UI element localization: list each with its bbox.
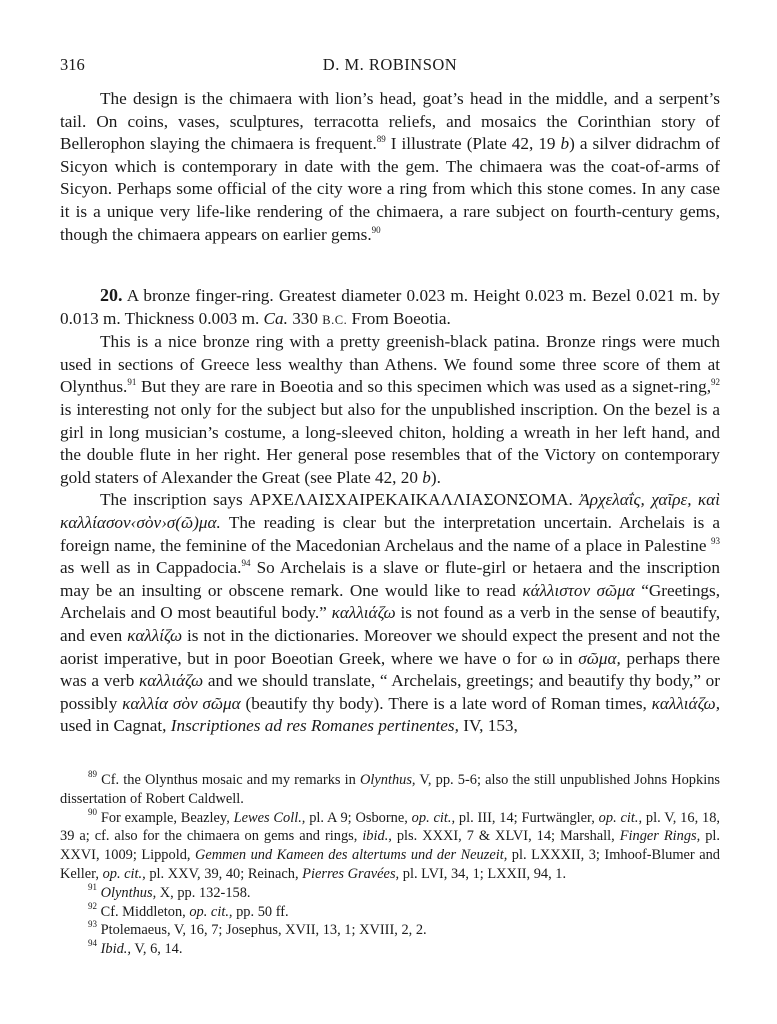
footnote-ref-92[interactable]: 92 [711, 377, 720, 388]
parac-text-10: used in Cagnat, [60, 716, 171, 736]
footnote-italic: op. cit., [102, 865, 146, 882]
section-item-20 [60, 284, 720, 738]
footnote-marker: 92 [88, 900, 97, 911]
footnote-italic: Olynthus, [100, 884, 157, 901]
plate-letter: b [560, 134, 570, 154]
running-title: D. M. ROBINSON [322, 55, 458, 74]
greek-phrase-2: καλλία σὸν σῶμα [122, 693, 241, 713]
greek-word-2: καλλίζω [127, 625, 183, 645]
parab-text-2: But they are rare in Boeotia and so this specimen which was used as a signet-ring, [136, 377, 711, 397]
parac-text-5: is not found as a verb in the sense of beautify, and even [60, 603, 720, 645]
footnote-text: Ptolemaeus, V, 16, 7; Josephus, XVII, 13, 1; XVIII, 2, 2. [97, 922, 427, 939]
footnote-text: pls. XXXI, 7 & XLVI, 14; Marshall, [391, 828, 620, 845]
parac-text-7: perhaps there was a verb [60, 648, 720, 691]
footnote-italic: Gemmen und Kameen des altertums und der Neuzeit, [194, 847, 508, 864]
parac-text-2: as well as in Cappadocia. [60, 558, 242, 578]
footnote-ref-89[interactable]: 89 [376, 134, 386, 145]
footnote-text: pp. 50 ff. [232, 903, 289, 920]
footnote-text: pl. LVI, 34, 1; LXXII, 94, 1. [399, 865, 567, 882]
footnote-ref-91[interactable]: 91 [127, 377, 137, 388]
footnote-italic: Pierres Gravées, [302, 865, 400, 882]
footnote-ref-90[interactable]: 90 [371, 224, 381, 235]
footnote-94 [60, 940, 720, 959]
bc-abbrev: B.C. [322, 312, 348, 327]
parab-text-4: ). [430, 467, 441, 487]
greek-word-4: καλλιάζω [139, 671, 204, 691]
parab-text-1: This is a nice bronze ring with a pretty greenish-black patina. Bronze rings were much used in sections of Greece less wealthy than Athens. We found some three score of them at Olynthus. [60, 332, 720, 397]
greek-word-5: καλλιάζω, [651, 693, 720, 713]
footnote-italic: Finger Rings, [619, 828, 701, 845]
date-value: 330 [287, 308, 323, 328]
footnote-italic: Ibid., [100, 941, 131, 958]
footnote-text: V, pp. 5-6; also the still unpublished Johns Hopkins dissertation of Robert Caldwell. [60, 772, 720, 807]
footnote-text: pl. XXVI, 1009; Lippold, [60, 828, 720, 864]
page-number: 316 [60, 55, 85, 74]
para1-text-2: I illustrate (Plate 42, 19 [385, 134, 561, 154]
greek-phrase-1: κάλλιστον σῶμα [522, 580, 635, 600]
footnote-text: pl. III, 14; Furtwängler, [455, 809, 599, 826]
footnote-italic: Lewes Coll., [233, 809, 306, 826]
footnote-italic: op. cit., [598, 809, 643, 826]
cited-work-title: Inscriptiones ad res Romanes pertinentes, [170, 716, 459, 736]
footnote-text: Cf. Middleton, [97, 903, 190, 920]
greek-word-3: σῶμα, [578, 648, 621, 668]
footnote-italic: ibid., [362, 828, 392, 845]
footnote-italic: op. cit., [411, 809, 456, 826]
footnote-marker: 89 [88, 769, 97, 779]
footnote-italic: Olynthus, [359, 772, 416, 788]
footnote-text: X, pp. 132-158. [156, 884, 251, 901]
parac-text-3: So Archelais is a slave or flute-girl or hetaera and the inscription may be an insulting or obscene remark. One would like to read [60, 558, 720, 600]
paragraph-chimaera [60, 88, 720, 246]
para1-text-3: ) a silver didrachm of Sicyon which is contemporary in date with the gem. The chimaera was the coat-of-arms of Sicyon. Perhaps some official of the city wore a ring from which this stone comes. In any case it is a unique very life-like rendering of the chimaera, a rare subject on fourth-century gems, though the chimaera appears on earlier gems. [60, 134, 721, 244]
parac-text-1: The reading is clear but the interpretation uncertain. Archelais is a foreign name, the feminine of the Macedonian Archelaus and the name of a place in Palestine [60, 512, 720, 555]
footnote-text: pl. XXV, 39, 40; Reinach, [145, 865, 303, 882]
parab-text-3: is interesting not only for the subject but also for the unpublished inscription. On the bezel is a girl in long musician’s costume, a long-sleeved chiton, holding a wreath in her left hand, and the double flute in her right. Her general pose resembles that of the Victory on contemporary gold staters of Alexander the Great (see Plate 42, 20 [60, 399, 720, 487]
parac-text-9: (beautify thy body). There is a late word of Roman times, [240, 693, 652, 713]
footnote-ref-93[interactable]: 93 [711, 535, 720, 546]
footnote-text: V, 6, 14. [131, 941, 183, 958]
footnote-italic: op. cit., [189, 903, 233, 920]
item-description: A bronze finger-ring. Greatest diameter 0.023 m. Height 0.023 m. Bezel 0.021 m. by 0.013 m. Thickness 0.003 m. [60, 286, 720, 328]
page-header [60, 55, 720, 77]
parac-text-6: is not in the dictionaries. Moreover we should expect the present and not the aorist imperative, but in poor Boeotian Greek, where we have ο for ω in [60, 625, 720, 668]
footnotes [60, 771, 720, 959]
footnote-text: pl. A 9; Osborne, [305, 809, 412, 826]
footnote-marker: 94 [88, 938, 97, 949]
footnote-ref-94[interactable]: 94 [241, 558, 251, 569]
footnote-marker: 93 [88, 919, 97, 930]
footnote-89 [60, 771, 720, 809]
parac-text-4: “Greetings, Archelais and O most beautiful body.” [60, 580, 720, 623]
footnote-text: pl. LXXXII, 3; Imhoof-Blumer and Keller, [60, 847, 720, 882]
plate-letter-2: b [422, 467, 431, 487]
footnote-92 [60, 900, 720, 922]
parac-text-8: and we should translate, “ Archelais, greetings; and beautify thy body,” or possibly [60, 671, 720, 713]
footnote-text: Cf. the Olynthus mosaic and my remarks in [97, 772, 360, 788]
footnote-text: For example, Beazley, [97, 809, 234, 826]
circa-abbrev: Ca. [263, 308, 288, 328]
footnote-marker: 90 [88, 806, 97, 817]
provenance: From Boeotia. [347, 308, 451, 328]
footnote-marker: 91 [88, 881, 97, 892]
inscription-text: The inscription says ΑΡΧΕΛΑΙΣΧΑΙΡΕΚΑΙΚΑΛΛΙΑΣΟΝΣΟΜΑ. [100, 490, 580, 510]
footnote-90 [60, 806, 720, 884]
footnote-93 [60, 921, 720, 940]
item-number: 20. [100, 285, 123, 305]
parac-text-11: IV, 153, [458, 716, 518, 736]
para1-text-1: The design is the chimaera with lion’s head, goat’s head in the middle, and a serpent’s tail. On coins, vases, sculptures, terracotta reliefs, and mosaics the Corinthian story of Bellerophon slaying the chimaera is frequent. [60, 89, 720, 154]
footnote-91 [60, 881, 720, 903]
greek-reading: Ἀρχελαΐς, χαῖρε, καὶ καλλίασον‹σὸν›σ(ῶ)μα. [60, 490, 720, 532]
footnote-text: pl. V, 16, 18, 39 a; cf. also for the chimaera on gems and rings, [60, 809, 720, 845]
greek-word-1: καλλιάζω [331, 603, 396, 623]
